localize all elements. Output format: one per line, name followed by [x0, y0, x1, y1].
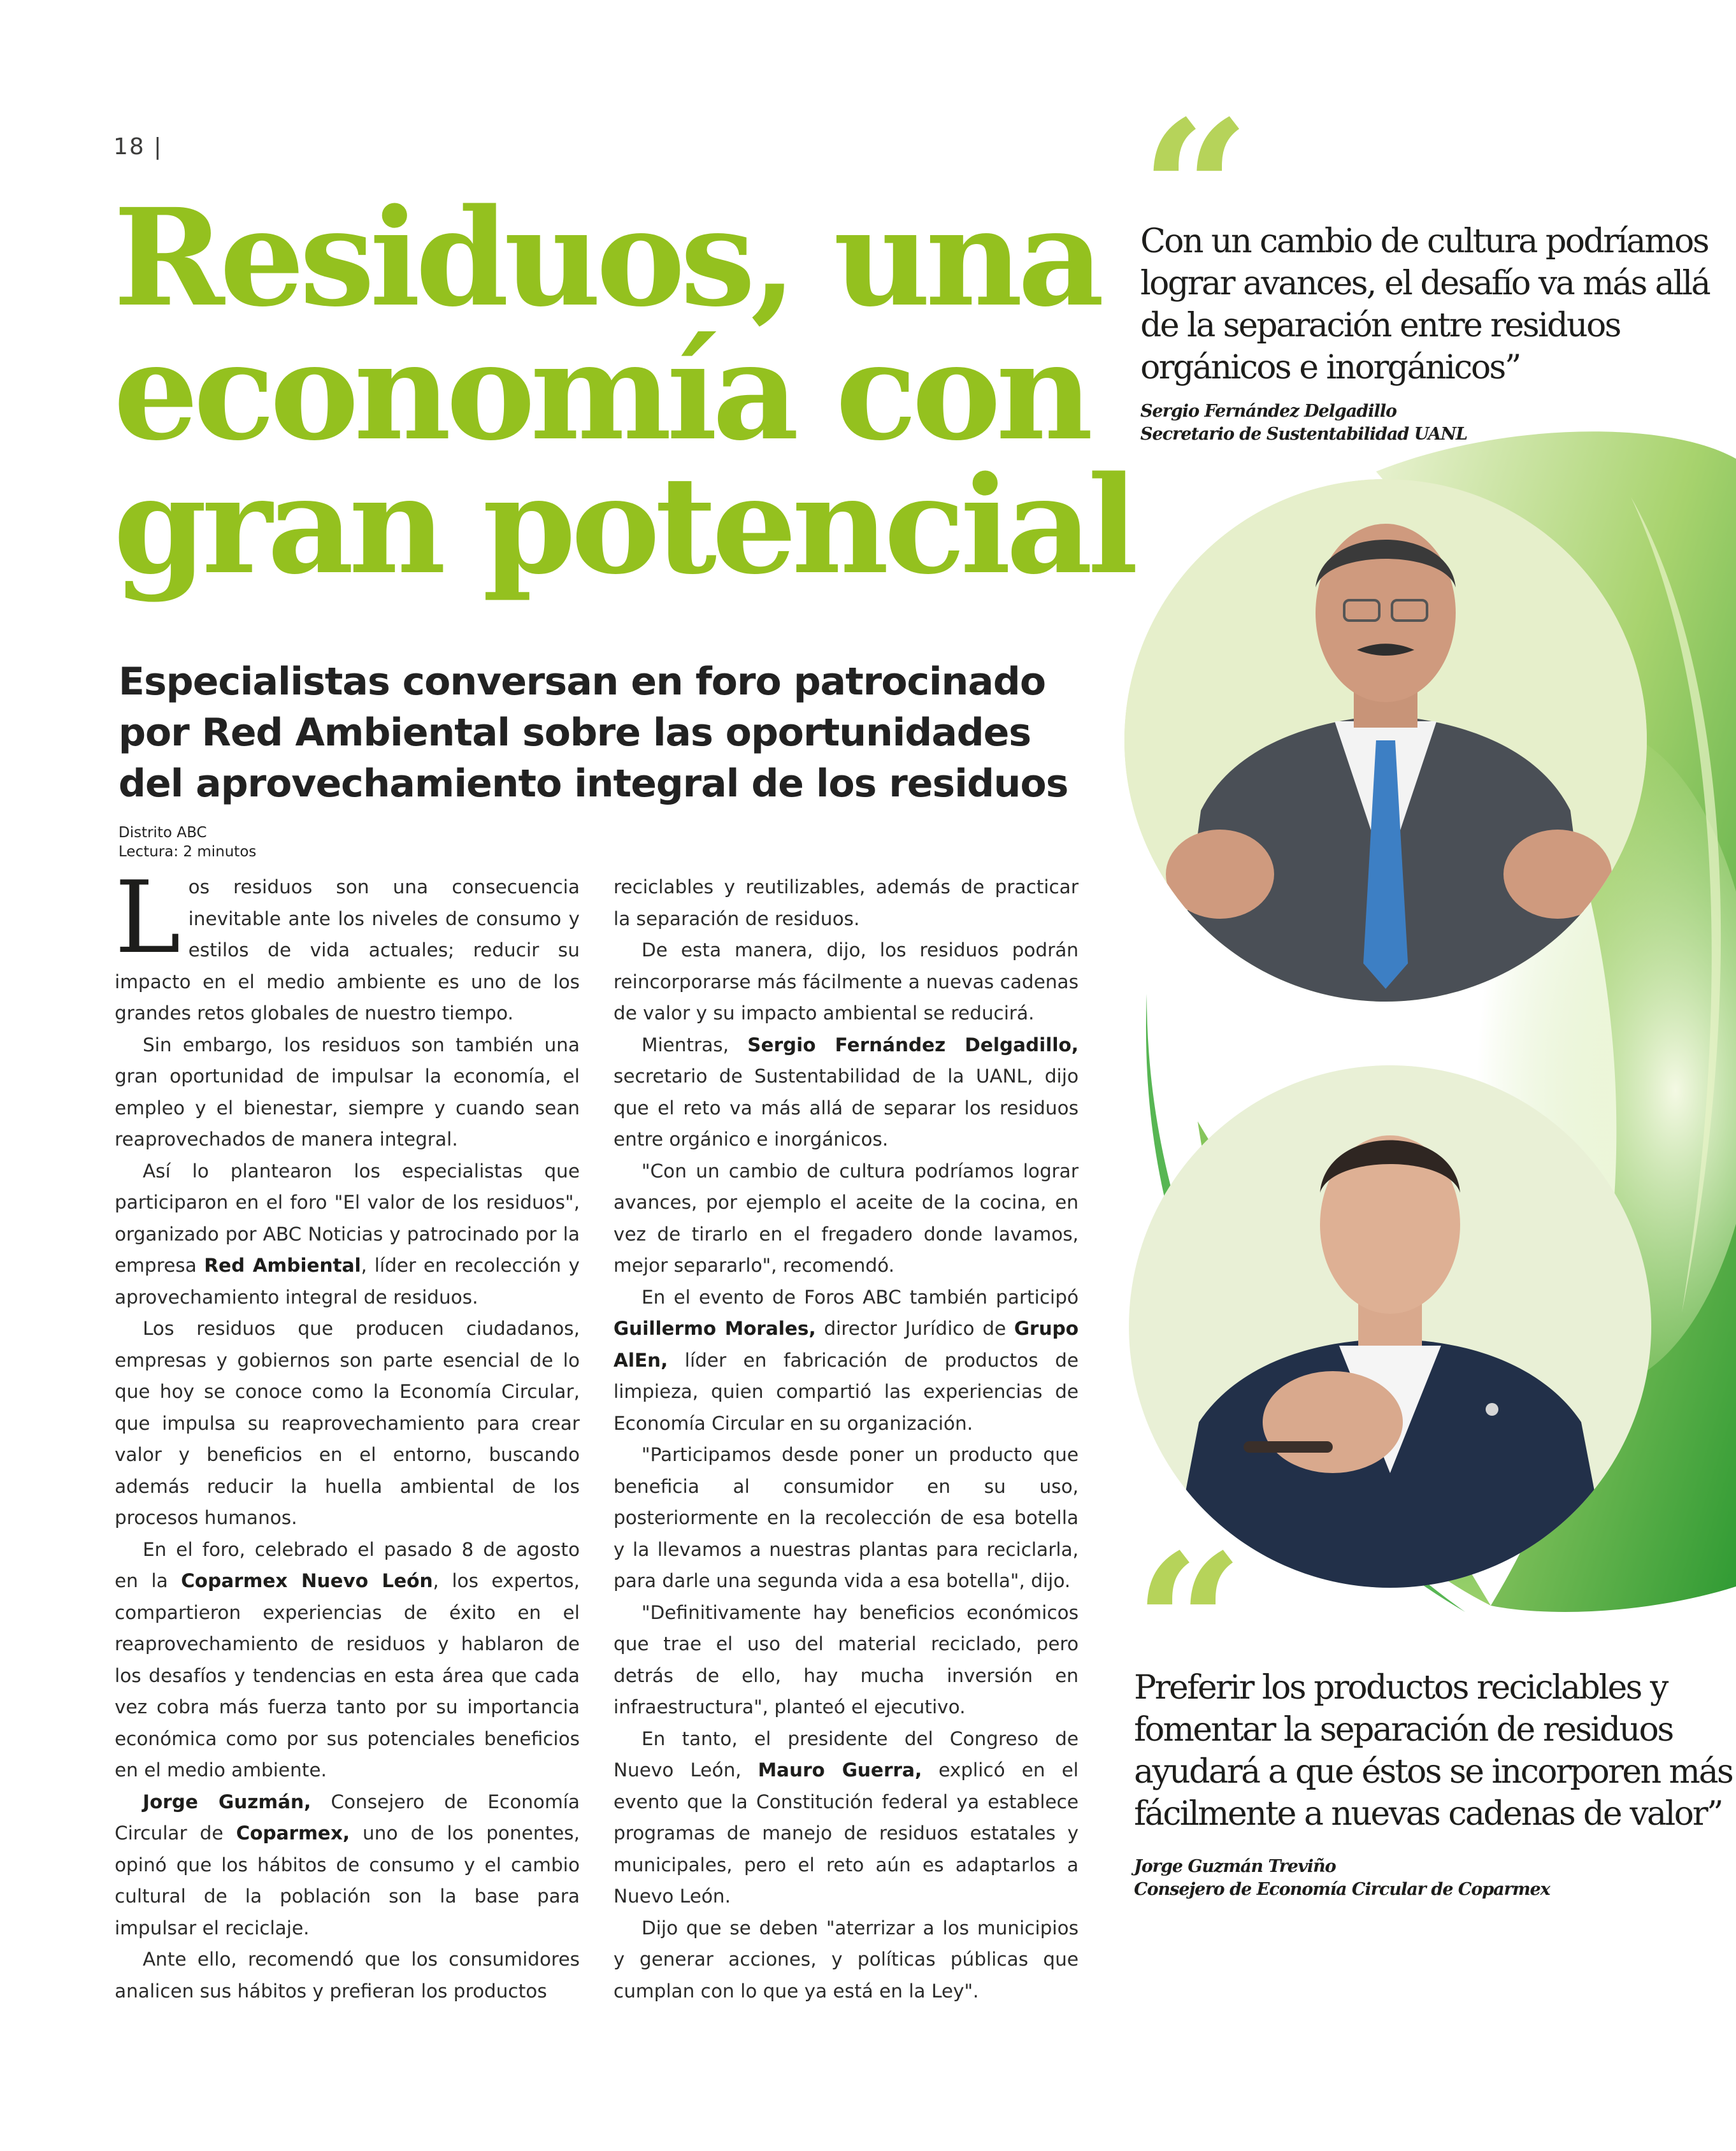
body-paragraph: En el foro, celebrado el pasado 8 de agosto en la Coparmex Nuevo León, los expertos, compartieron experiencias de éxito en el reaprovechamiento de residuos y hablaron de los desafíos y tendencias en esta área que cada vez cobra más fuerza tanto por su importancia económica como por sus potenciales beneficios en el medio ambiente.	[115, 1538, 580, 1781]
body-paragraph: De esta manera, dijo, los residuos podrán reincorporarse más fácilmente a nuevas cadenas de valor y su impacto ambiental se reducirá.	[613, 939, 1079, 1024]
body-paragraph: Sin embargo, los residuos son también una gran oportunidad de impulsar la economía, el empleo y el bienestar, siempre y cuando sean reaprovechados de manera integral.	[115, 1033, 580, 1150]
quote-line: lograr avances, el desafío va más allá	[1140, 264, 1710, 303]
quote-line: de la separación entre residuos	[1140, 306, 1620, 345]
quote-attribution-2	[1134, 1855, 1550, 1901]
quote-attribution-1	[1140, 400, 1467, 446]
drop-cap: L	[115, 860, 181, 975]
body-paragraph: Ante ello, recomendó que los consumidores analicen sus hábitos y prefieran los productos	[115, 1948, 580, 2002]
headline	[113, 179, 1134, 604]
article-column-1	[115, 860, 580, 2007]
deck-line: del aprovechamiento integral de los residuos	[118, 761, 1068, 806]
body-paragraph: En el evento de Foros ABC también participó Guillermo Morales, director Jurídico de Grupo AlEn, líder en fabricación de productos de limpieza, quien compartió las experiencias de Economía Circular en su organización.	[613, 1286, 1079, 1434]
bold-name: Coparmex Nuevo León	[181, 1570, 433, 1592]
portrait-photo-sergio	[1124, 479, 1647, 1002]
body-paragraph: "Con un cambio de cultura podríamos lograr avances, por ejemplo el aceite de la cocina, en vez de tirarlo en el fregadero donde lavamos, mejor separarlo", recomendó.	[613, 1160, 1079, 1276]
body-paragraph: Mientras, Sergio Fernández Delgadillo, secretario de Sustentabilidad de la UANL, dijo que el reto va más allá de separar los residuos entre orgánico e inorgánicos.	[613, 1033, 1079, 1150]
subtitle-deck	[118, 656, 1068, 809]
portrait-illustration	[1129, 1065, 1651, 1588]
pull-quote-1	[1140, 220, 1710, 389]
body-paragraph: Así lo plantearon los especialistas que participaron en el foro "El valor de los residuos", organizado por ABC Noticias y patrocinado por la empresa Red Ambiental, líder en recolección y aprovechamiento integral de residuos.	[115, 1160, 580, 1308]
attribution-role: Consejero de Economía Circular de Coparmex	[1134, 1880, 1550, 1899]
bold-name: Red Ambiental	[204, 1255, 361, 1276]
bold-name: Grupo AlEn,	[613, 1318, 1079, 1371]
bold-name: Guillermo Morales,	[613, 1318, 816, 1339]
body-paragraph: Dijo que se deben "aterrizar a los municipios y generar acciones, y políticas públicas que cumplan con lo que ya está en la Ley".	[613, 1917, 1079, 2002]
pull-quote-2	[1134, 1667, 1733, 1835]
quote-line: ayudará a que éstos se incorporen más	[1134, 1753, 1733, 1791]
body-paragraph: "Definitivamente hay beneficios económicos que trae el uso del material reciclado, pero detrás de ello, hay mucha inversión en infraestructura", planteó el ejecutivo.	[613, 1601, 1079, 1718]
body-paragraph: En tanto, el presidente del Congreso de Nuevo León, Mauro Guerra, explicó en el evento que la Constitución federal ya establece programas de manejo de residuos estatales y municipales, pero el reto aún es adaptarlos a Nuevo León.	[613, 1727, 1079, 1907]
body-paragraph: reciclables y reutilizables, además de practicar la separación de residuos.	[613, 876, 1079, 930]
headline-line: Residuos, una	[113, 179, 1100, 336]
deck-line: Especialistas conversan en foro patrocinado	[118, 659, 1046, 704]
article-column-2	[613, 872, 1079, 2007]
byline-reading-time: Lectura: 2 minutos	[118, 844, 257, 860]
quote-mark-icon: “	[1140, 78, 1251, 303]
page-number: 18 |	[113, 134, 163, 160]
quote-line: Preferir los productos reciclables y	[1134, 1669, 1667, 1707]
deck-line: por Red Ambiental sobre las oportunidades	[118, 710, 1031, 755]
body-paragraph: "Participamos desde poner un producto que beneficia al consumidor en su uso, posteriormente en la recolección de esa botella y la llevamos a nuestras plantas para reciclarla, para darle una segunda vida a esa botella", dijo.	[613, 1444, 1079, 1592]
bold-name: Mauro Guerra,	[757, 1759, 922, 1781]
headline-line: economía con	[113, 313, 1089, 470]
quote-mark-icon: “	[1134, 1512, 1244, 1737]
quote-line: Con un cambio de cultura podríamos	[1140, 222, 1709, 261]
bold-name: Sergio Fernández Delgadillo,	[747, 1033, 1079, 1056]
bold-name: Coparmex,	[236, 1822, 350, 1844]
headline-line: gran potencial	[113, 447, 1134, 604]
attribution-role: Secretario de Sustentabilidad UANL	[1140, 424, 1468, 444]
body-paragraph: Jorge Guzmán, Consejero de Economía Circular de Coparmex, uno de los ponentes, opinó que los hábitos de consumo y el cambio cultural de la población son la base para impulsar el reciclaje.	[115, 1790, 580, 1939]
attribution-name: Jorge Guzmán Treviño	[1134, 1857, 1336, 1876]
byline	[118, 823, 256, 861]
body-paragraph: Los residuos que producen ciudadanos, empresas y gobiernos son parte esencial de lo que hoy se conoce como la Economía Circular, que impulsa su reaprovechamiento para crear valor y beneficios en el entorno, buscando además reducir la huella ambiental de los procesos humanos.	[115, 1318, 580, 1529]
portrait-illustration	[1124, 479, 1647, 1002]
body-paragraph: Los residuos son una consecuencia inevitable ante los niveles de consumo y estilos de vida actuales; reducir su impacto en el medio ambiente es uno de los grandes retos globales de nuestro tiempo.	[115, 860, 580, 1024]
portrait-photo-jorge	[1129, 1065, 1651, 1588]
quote-line: fomentar la separación de residuos	[1134, 1711, 1673, 1749]
bold-name: Jorge Guzmán,	[143, 1790, 312, 1813]
quote-line: fácilmente a nuevas cadenas de valor”	[1134, 1795, 1723, 1833]
quote-line: orgánicos e inorgánicos”	[1140, 349, 1520, 387]
byline-source: Distrito ABC	[118, 824, 207, 841]
attribution-name: Sergio Fernández Delgadillo	[1140, 401, 1396, 421]
